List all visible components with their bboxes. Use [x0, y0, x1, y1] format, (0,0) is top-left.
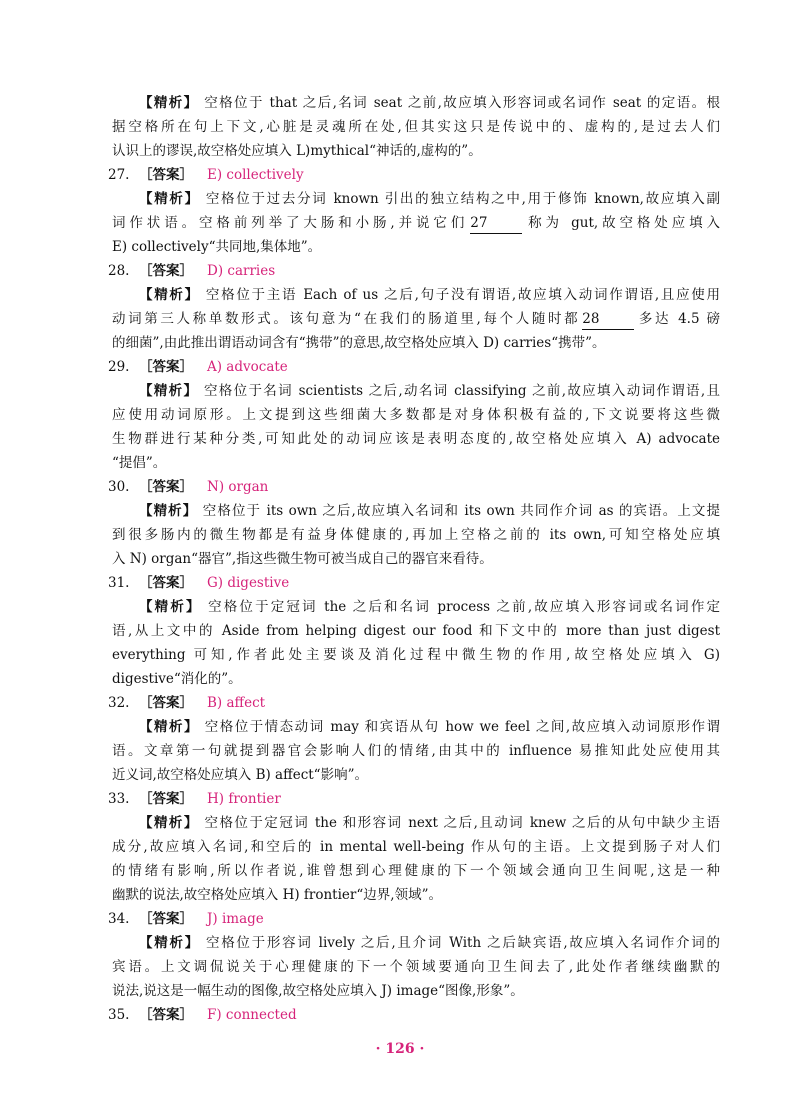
page-number: · 126 · — [375, 1041, 425, 1057]
analysis-line — [112, 643, 720, 667]
question-number: 31. — [108, 575, 130, 591]
analysis-line — [112, 211, 720, 235]
analysis-text: 宾语。上文调侃说关于心理健康的下一个领域要通向卫生间去了,此处作者继续幽默的 — [112, 959, 720, 975]
answer-row — [108, 259, 720, 283]
answer-label: ［答案］ — [139, 695, 193, 711]
analysis-text: 说法,说这是一幅生动的图像,故空格处应填入 J) image“图像,形象”。 — [112, 983, 524, 999]
analysis-text: 称为 gut,故空格处应填入 — [524, 215, 720, 231]
answer-label: ［答案］ — [139, 575, 193, 591]
question-number: 32. — [108, 695, 130, 711]
answer-value: G) digestive — [207, 575, 290, 591]
analysis-label: 【精析】 — [139, 815, 199, 831]
analysis-line — [112, 595, 720, 619]
analysis-line — [112, 667, 720, 691]
analysis-label: 【精析】 — [139, 191, 200, 207]
analysis-line — [112, 307, 720, 331]
answer-label: ［答案］ — [139, 911, 193, 927]
analysis-text: 据空格所在句上下文,心脏是灵魂所在处,但其实这只是传说中的、虚构的,是过去人们 — [112, 119, 720, 135]
answer-value: F) connected — [207, 1007, 297, 1023]
answer-label: ［答案］ — [139, 263, 193, 279]
answer-value: A) advocate — [207, 359, 288, 375]
question-number: 29. — [108, 359, 130, 375]
analysis-line — [112, 715, 720, 739]
analysis-label: 【精析】 — [139, 503, 198, 519]
answer-value: H) frontier — [207, 791, 281, 807]
answer-label: ［答案］ — [139, 167, 193, 183]
answer-label: ［答案］ — [139, 359, 193, 375]
analysis-line — [112, 331, 720, 355]
answer-blank: 28 — [582, 309, 634, 330]
analysis-text: 近义词,故空格处应填入 B) affect“影响”。 — [112, 767, 368, 783]
analysis-text: 的情绪有影响,所以作者说,谁曾想到心理健康的下一个领域会通向卫生间呢,这是一种 — [112, 863, 720, 879]
analysis-text: 词作状语。空格前列举了大肠和小肠,并说它们 — [112, 215, 469, 231]
question-number: 33. — [108, 791, 130, 807]
answer-value: E) collectively — [207, 167, 304, 183]
analysis-text: 空格位于定冠词 the 和形容词 next 之后,且动词 knew 之后的从句中缺少主语 — [204, 815, 721, 831]
analysis-line — [112, 427, 720, 451]
analysis-line — [112, 403, 720, 427]
question-number: 28. — [108, 263, 130, 279]
analysis-text: 空格位于情态动词 may 和宾语从句 how we feel 之间,故应填入动词原形作谓 — [204, 719, 721, 735]
answer-row — [108, 787, 720, 811]
analysis-line — [112, 499, 720, 523]
analysis-text: 动词第三人称单数形式。该句意为“在我们的肠道里,每个人随时都 — [112, 311, 581, 327]
answer-blank: 27 — [470, 213, 522, 234]
analysis-text: 幽默的说法,故空格处应填入 H) frontier“边界,领域”。 — [112, 887, 442, 903]
answer-row — [108, 475, 720, 499]
analysis-text: 空格位于 its own 之后,故应填入名词和 its own 共同作介词 as 的宾语。上文提 — [202, 503, 720, 519]
answer-label: ［答案］ — [139, 479, 193, 495]
analysis-text: everything 可知,作者此处主要谈及消化过程中微生物的作用,故空格处应填入 G) — [112, 647, 720, 663]
analysis-text: 到很多肠内的微生物都是有益身体健康的,再加上空格之前的 its own,可知空格处应填 — [112, 527, 720, 543]
answer-row — [108, 571, 720, 595]
analysis-label: 【精析】 — [139, 719, 199, 735]
analysis-line — [112, 835, 720, 859]
answer-row — [108, 691, 720, 715]
analysis-text: 生物群进行某种分类,可知此处的动词应该是表明态度的,故空格处应填入 A) advocate — [112, 431, 720, 447]
question-number: 34. — [108, 911, 130, 927]
analysis-line — [112, 979, 720, 1003]
answer-row — [108, 355, 720, 379]
analysis-label: 【精析】 — [139, 383, 199, 399]
analysis-line — [112, 739, 720, 763]
analysis-text: 空格位于 that 之后,名词 seat 之前,故应填入形容词或名词作 seat 的定语。根 — [204, 95, 720, 111]
analysis-text: 空格位于形容词 lively 之后,且介词 With 之后缺宾语,故应填入名词作介词的 — [205, 935, 720, 951]
answer-value: J) image — [207, 911, 264, 927]
analysis-text: digestive“消化的”。 — [112, 671, 242, 687]
analysis-line — [112, 523, 720, 547]
analysis-line — [112, 379, 720, 403]
analysis-text: 入 N) organ“器官”,指这些微生物可被当成自己的器官来看待。 — [112, 551, 493, 567]
analysis-line — [112, 763, 720, 787]
analysis-text: 空格位于名词 scientists 之后,动名词 classifying 之前,故应填入动词作谓语,且 — [203, 383, 720, 399]
analysis-line — [112, 883, 720, 907]
analysis-line — [112, 139, 720, 163]
analysis-line — [112, 235, 720, 259]
answer-label: ［答案］ — [139, 791, 193, 807]
analysis-text: 语。文章第一句就提到器官会影响人们的情绪,由其中的 influence 易推知此处应使用其 — [112, 743, 720, 759]
analysis-text: 空格位于主语 Each of us 之后,句子没有谓语,故应填入动词作谓语,且应使用 — [205, 287, 720, 303]
analysis-line — [112, 91, 720, 115]
answer-row — [108, 163, 720, 187]
analysis-text: 多达 4.5 磅 — [636, 311, 720, 327]
answer-key-content — [108, 91, 721, 1027]
analysis-line — [112, 115, 720, 139]
analysis-line — [112, 547, 720, 571]
analysis-line — [112, 859, 720, 883]
analysis-text: E) collectively“共同地,集体地”。 — [112, 239, 322, 255]
analysis-text: 认识上的谬误,故空格处应填入 L)mythical“神话的,虚构的”。 — [112, 143, 482, 159]
analysis-label: 【精析】 — [139, 935, 200, 951]
analysis-text: 的细菌”,由此推出谓语动词含有“携带”的意思,故空格处应填入 D) carries“携带”。 — [112, 335, 606, 351]
question-number: 30. — [108, 479, 130, 495]
analysis-label: 【精析】 — [139, 599, 202, 615]
analysis-text: 空格位于定冠词 the 之后和名词 process 之前,故应填入形容词或名词作定 — [208, 599, 721, 615]
answer-value: N) organ — [207, 479, 269, 495]
analysis-text: 成分,故应填入名词,和空后的 in mental well-being 作从句的主语。上文提到肠子对人们 — [112, 839, 720, 855]
analysis-line — [112, 619, 720, 643]
answer-row — [108, 907, 720, 931]
analysis-line — [112, 955, 720, 979]
analysis-text: 应使用动词原形。上文提到这些细菌大多数都是对身体积极有益的,下文说要将这些微 — [112, 407, 720, 423]
analysis-label: 【精析】 — [139, 95, 199, 111]
analysis-line — [112, 931, 720, 955]
analysis-text: 语,从上文中的 Aside from helping digest our food 和下文中的 more than just digest — [112, 623, 720, 639]
answer-value: B) affect — [207, 695, 266, 711]
analysis-line — [112, 451, 720, 475]
answer-row — [108, 1003, 720, 1027]
analysis-line — [112, 283, 720, 307]
analysis-line — [112, 811, 720, 835]
analysis-line — [112, 187, 720, 211]
question-number: 35. — [108, 1007, 130, 1023]
answer-label: ［答案］ — [139, 1007, 193, 1023]
analysis-label: 【精析】 — [139, 287, 200, 303]
analysis-text: “提倡”。 — [112, 455, 167, 471]
answer-value: D) carries — [207, 263, 276, 279]
analysis-text: 空格位于过去分词 known 引出的独立结构之中,用于修饰 known,故应填入副 — [205, 191, 720, 207]
question-number: 27. — [108, 167, 130, 183]
